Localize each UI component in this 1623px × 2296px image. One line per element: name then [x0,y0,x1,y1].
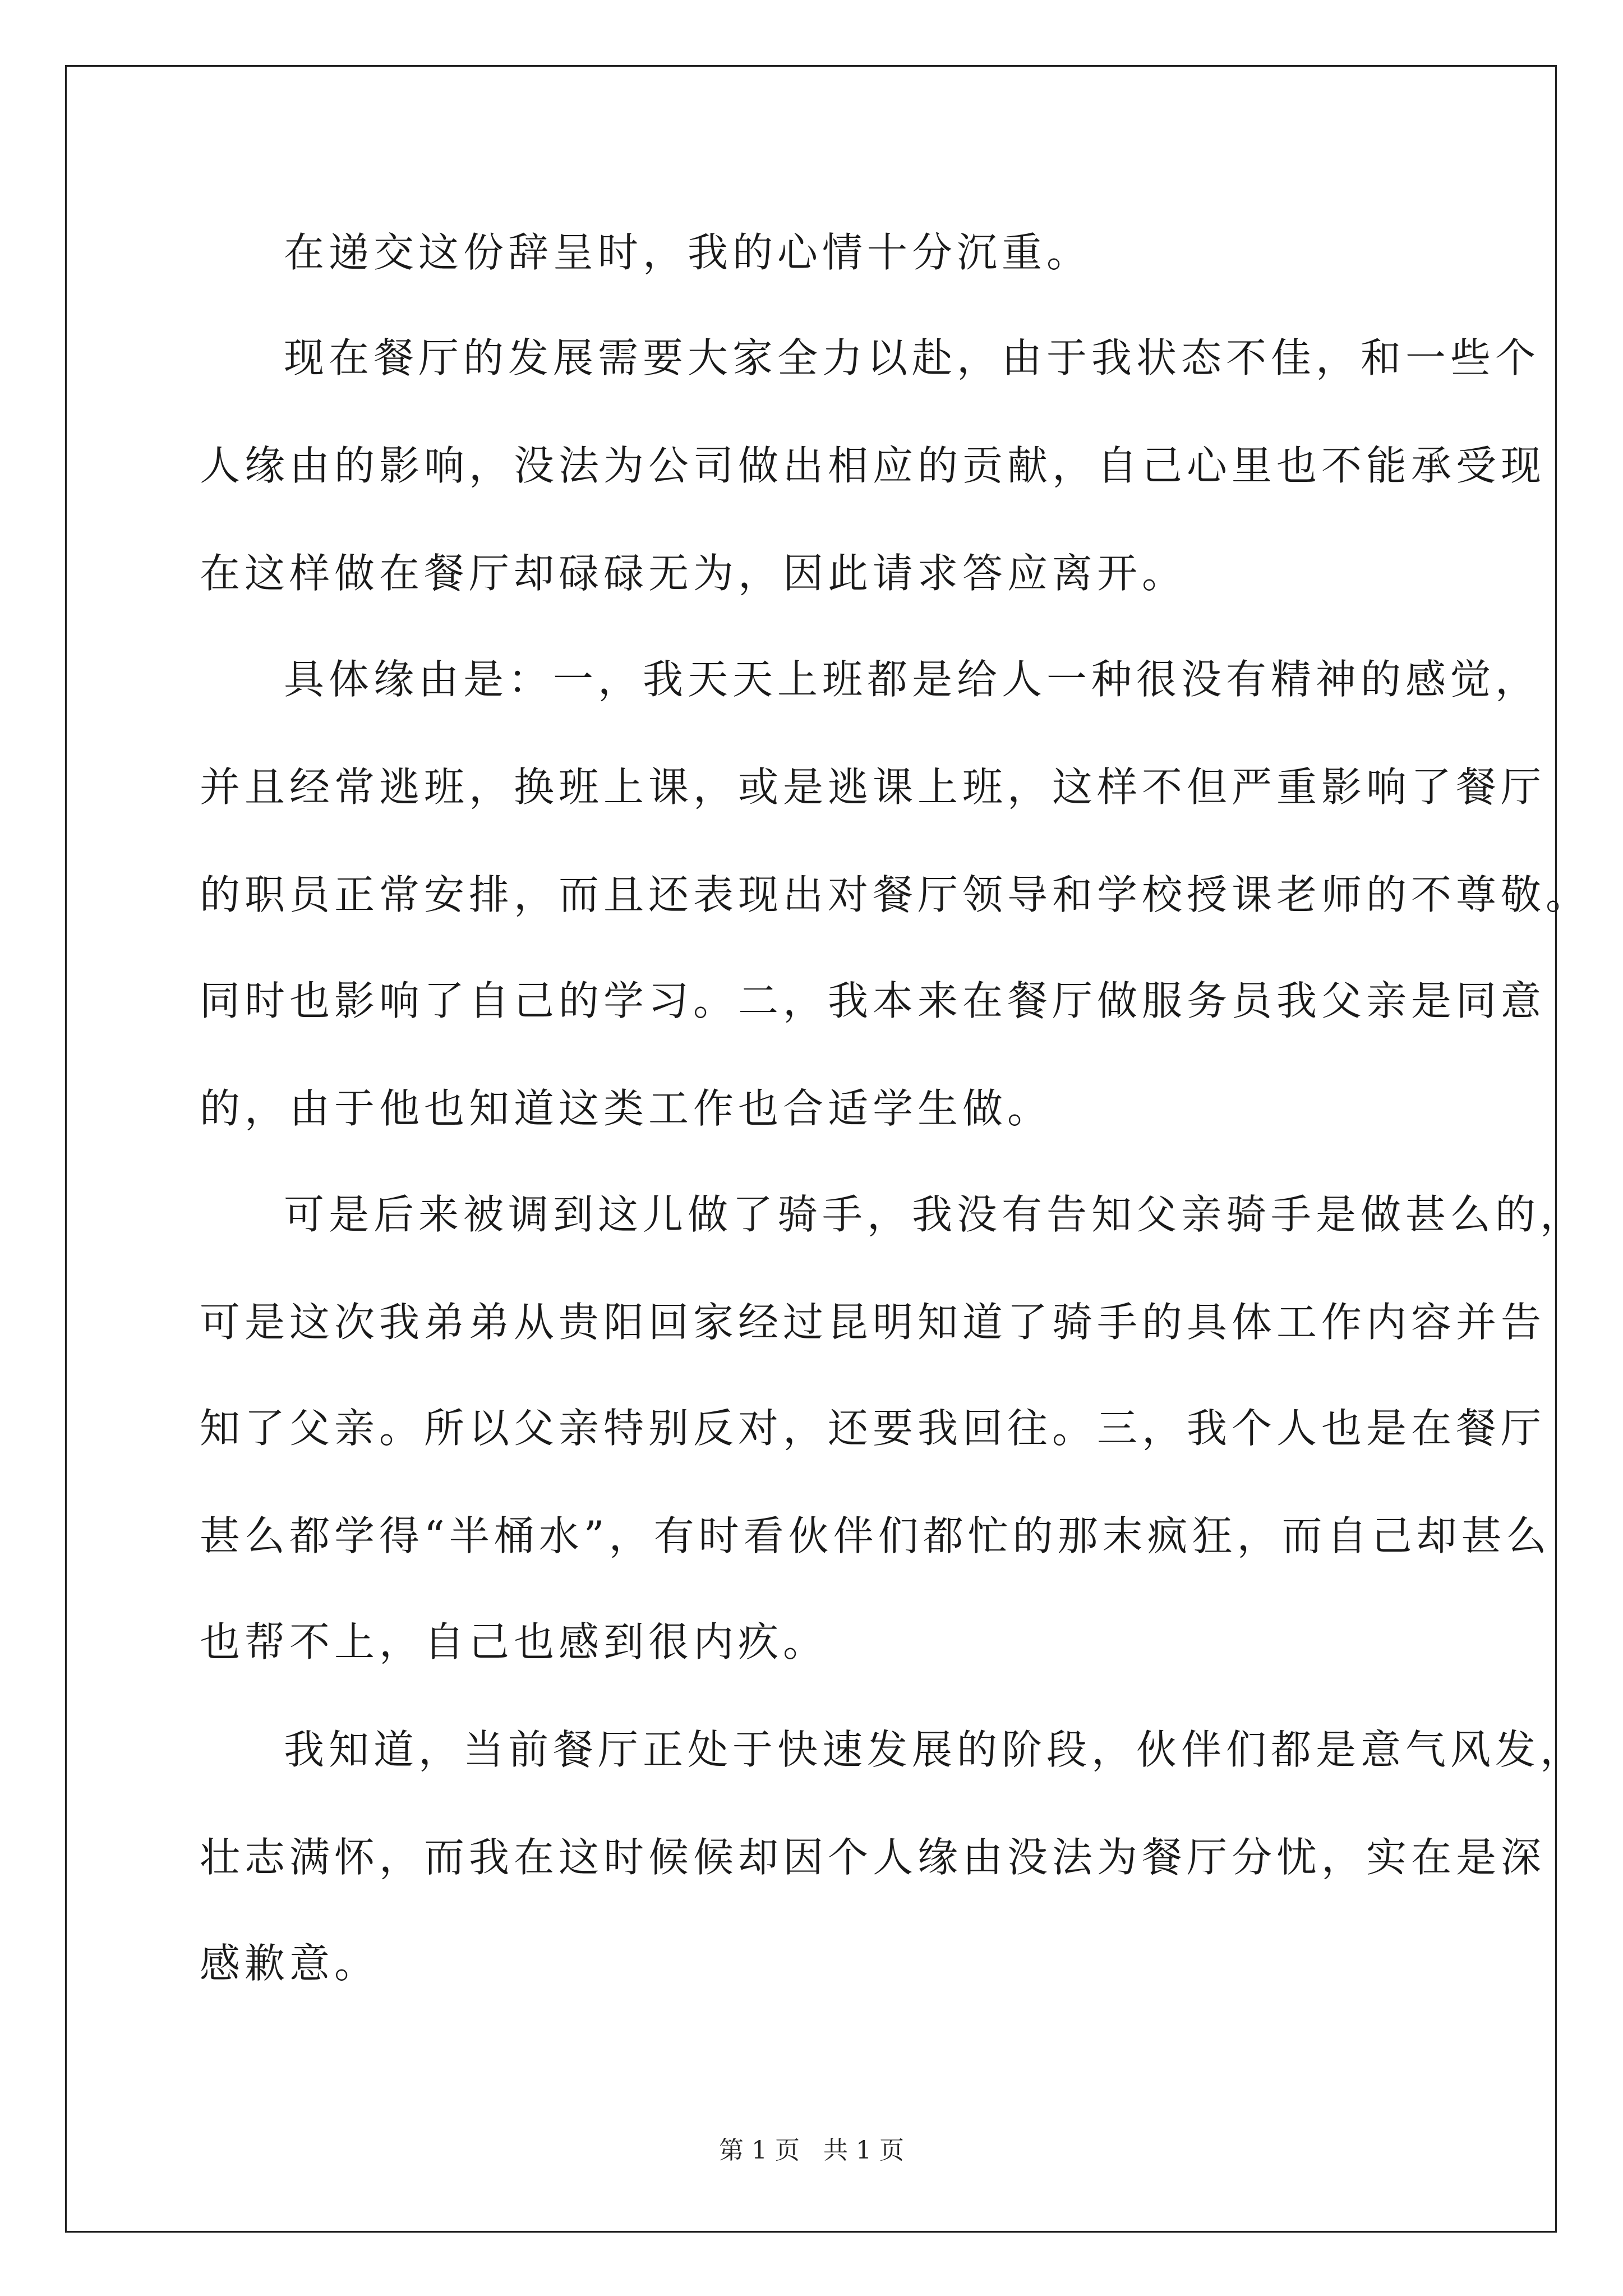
text-line: 人缘由的影响，没法为公司做出相应的贡献，自己心里也不能承受现 [200,442,1546,489]
page-total: 共 1 页 [823,2136,904,2165]
text-line: 并且经常逃班，换班上课，或是逃课上班，这样不但严重影响了餐厅 [200,763,1546,811]
text-line: 甚么都学得“半桶水”，有时看伙伴们都忙的那末疯狂，而自己却甚么 [200,1512,1551,1559]
text-line: 可是这次我弟弟从贵阳回家经过昆明知道了骑手的具体工作内容并告 [200,1299,1546,1346]
text-line: 我知道，当前餐厅正处于快速发展的阶段，伙伴们都是意气风发， [284,1726,1585,1773]
text-line: 的，由于他也知道这类工作也合适学生做。 [200,1085,1053,1132]
text-line: 壮志满怀，而我在这时候候却因个人缘由没法为餐厅分忧，实在是深 [200,1834,1546,1881]
text-line: 同时也影响了自己的学习。二，我本来在餐厅做服务员我父亲是同意 [200,977,1546,1024]
text-line: 感歉意。 [200,1940,380,1987]
text-line: 知了父亲。所以父亲特别反对，还要我回往。三，我个人也是在餐厅 [200,1405,1546,1452]
text-line: 现在餐厅的发展需要大家全力以赴，由于我状态不佳，和一些个 [284,334,1541,381]
text-line: 在这样做在餐厅却碌碌无为，因此请求答应离开。 [200,550,1187,597]
page-footer [0,2134,1623,2168]
text-line: 具体缘由是：一，我天天上班都是给人一种很没有精神的感觉， [284,656,1541,703]
text-line: 在递交这份辞呈时，我的心情十分沉重。 [284,229,1092,276]
page-number: 第 1 页 [719,2136,800,2165]
text-line: 可是后来被调到这儿做了骑手，我没有告知父亲骑手是做甚么的， [284,1191,1585,1238]
text-line: 也帮不上，自己也感到很内疚。 [200,1618,828,1665]
text-line: 的职员正常安排，而且还表现出对餐厅领导和学校授课老师的不尊敬。 [200,871,1591,918]
